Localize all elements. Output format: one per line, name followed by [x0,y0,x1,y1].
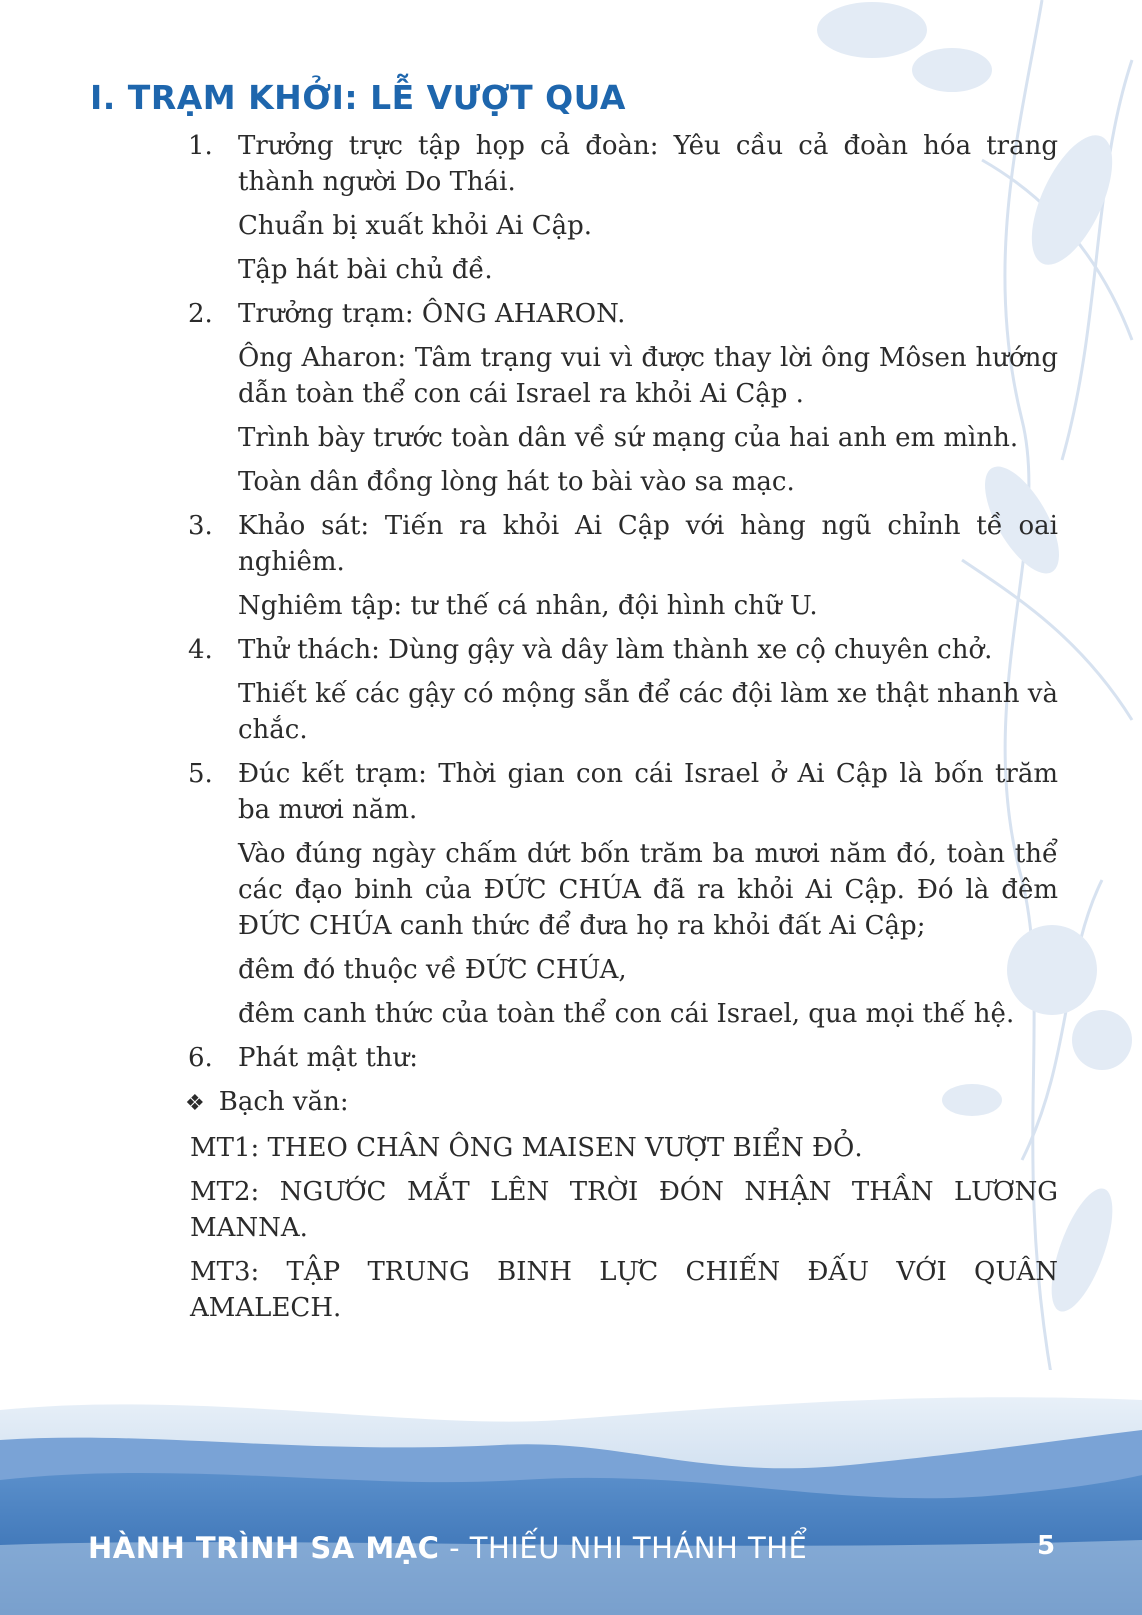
bullet-text: Bạch văn: [218,1087,349,1117]
page-footer [0,1525,1142,1575]
code-line-mt2: MT2: NGƯỚC MẮT LÊN TRỜI ĐÓN NHẬN THẦN LƯƠNG MANNA. [190,1177,1058,1243]
paragraph: Toàn dân đồng lòng hát to bài vào sa mạc. [238,467,795,497]
paragraph: đêm canh thức của toàn thể con cái Israel, qua mọi thế hệ. [238,999,1015,1029]
code-line-mt3: MT3: TẬP TRUNG BINH LỰC CHIẾN ĐẤU VỚI QUÂN AMALECH. [190,1257,1058,1323]
item-number: 2. [188,299,213,329]
section-heading: I. TRẠM KHỞI: LỄ VƯỢT QUA [90,78,626,117]
document-body [0,128,1142,1334]
paragraph: Nghiêm tập: tư thế cá nhân, đội hình chữ U. [238,591,818,621]
paragraph: Trưởng trực tập họp cả đoàn: Yêu cầu cả đoàn hóa trang thành người Do Thái. [238,131,1058,197]
item-number: 6. [188,1043,213,1073]
paragraph: Tập hát bài chủ đề. [238,255,493,285]
paragraph: Khảo sát: Tiến ra khỏi Ai Cập với hàng ngũ chỉnh tề oai nghiêm. [238,511,1058,577]
paragraph: Thiết kế các gậy có mộng sẵn để các đội làm xe thật nhanh và chắc. [238,679,1058,745]
paragraph: Phát mật thư: [238,1043,419,1073]
item-number: 3. [188,511,213,541]
list-item-2 [188,296,1058,500]
list-item-1 [188,128,1058,288]
paragraph: Đúc kết trạm: Thời gian con cái Israel ở Ai Cập là bốn trăm ba mươi năm. [238,759,1058,825]
desert-dunes-banner [0,1370,1142,1615]
footer-title-bold: HÀNH TRÌNH SA MẠC [88,1531,440,1565]
item-number: 5. [188,759,213,789]
paragraph: Trưởng trạm: ÔNG AHARON. [238,299,626,329]
list-item-4 [188,632,1058,748]
bullet-item [185,1084,1142,1122]
paragraph: Ông Aharon: Tâm trạng vui vì được thay lời ông Môsen hướng dẫn toàn thể con cái Israel ra khỏi Ai Cập . [238,343,1058,409]
paragraph: đêm đó thuộc về ĐỨC CHÚA, [238,955,627,985]
list-item-6 [188,1040,1058,1076]
diamond-bullet-icon: ❖ [185,1091,205,1116]
list-item-5 [188,756,1058,1032]
footer-title-rest: - THIẾU NHI THÁNH THỂ [439,1531,808,1565]
item-number: 4. [188,635,213,665]
paragraph: Chuẩn bị xuất khỏi Ai Cập. [238,211,592,241]
page-number: 5 [1037,1531,1056,1561]
item-number: 1. [188,131,213,161]
paragraph: Vào đúng ngày chấm dứt bốn trăm ba mươi năm đó, toàn thể các đạo binh của ĐỨC CHÚA đã ra khỏi Ai Cập. Đó là đêm ĐỨC CHÚA canh thức để đưa họ ra khỏi đất Ai Cập; [238,839,1058,941]
paragraph: Trình bày trước toàn dân về sứ mạng của hai anh em mình. [238,423,1019,453]
paragraph: Thử thách: Dùng gậy và dây làm thành xe cộ chuyên chở. [238,635,993,665]
code-line-mt1: MT1: THEO CHÂN ÔNG MAISEN VƯỢT BIỂN ĐỎ. [190,1133,863,1163]
list-item-3 [188,508,1058,624]
footer-title [88,1531,807,1565]
